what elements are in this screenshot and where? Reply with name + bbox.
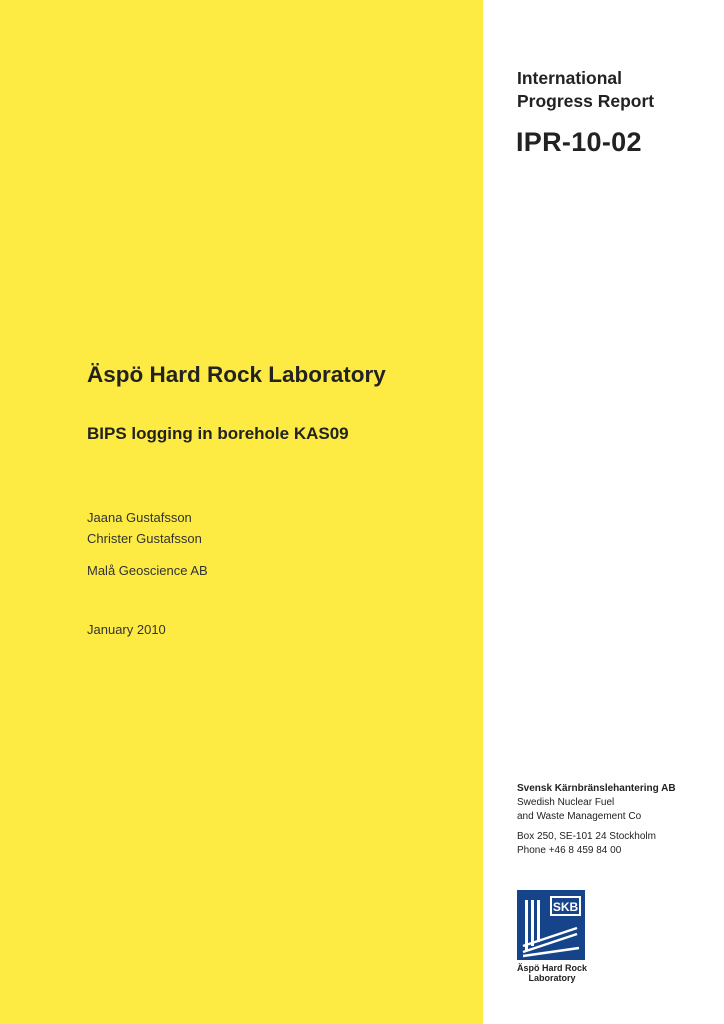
publisher-name: Svensk Kärnbränslehantering AB (517, 783, 676, 794)
publisher-block (517, 782, 717, 858)
series-line-1: International (517, 68, 623, 88)
publisher-english-line-1: Swedish Nuclear Fuel (517, 797, 615, 808)
logo-caption-line-1: Äspö Hard Rock (517, 963, 588, 973)
skb-logo-mark (517, 890, 585, 960)
logo-caption (517, 963, 587, 983)
author-organization: Malå Geoscience AB (87, 563, 208, 578)
publisher-address: Box 250, SE-101 24 Stockholm (517, 831, 656, 842)
document-subtitle: BIPS logging in borehole KAS09 (87, 424, 349, 443)
logo-caption-line-2: Laboratory (528, 973, 576, 983)
author-2: Christer Gustafsson (87, 531, 202, 546)
report-series (517, 67, 654, 113)
skb-logo-letters: SKB (552, 900, 579, 914)
series-line-2: Progress Report (517, 91, 655, 111)
report-number: IPR-10-02 (516, 127, 642, 157)
skb-logo-graphic (517, 890, 585, 960)
publisher-phone: Phone +46 8 459 84 00 (517, 845, 622, 856)
skb-logo (517, 890, 587, 983)
publisher-english-line-2: and Waste Management Co (517, 811, 642, 822)
author-1: Jaana Gustafsson (87, 510, 192, 525)
publication-date: January 2010 (87, 622, 166, 637)
document-title: Äspö Hard Rock Laboratory (87, 362, 386, 387)
